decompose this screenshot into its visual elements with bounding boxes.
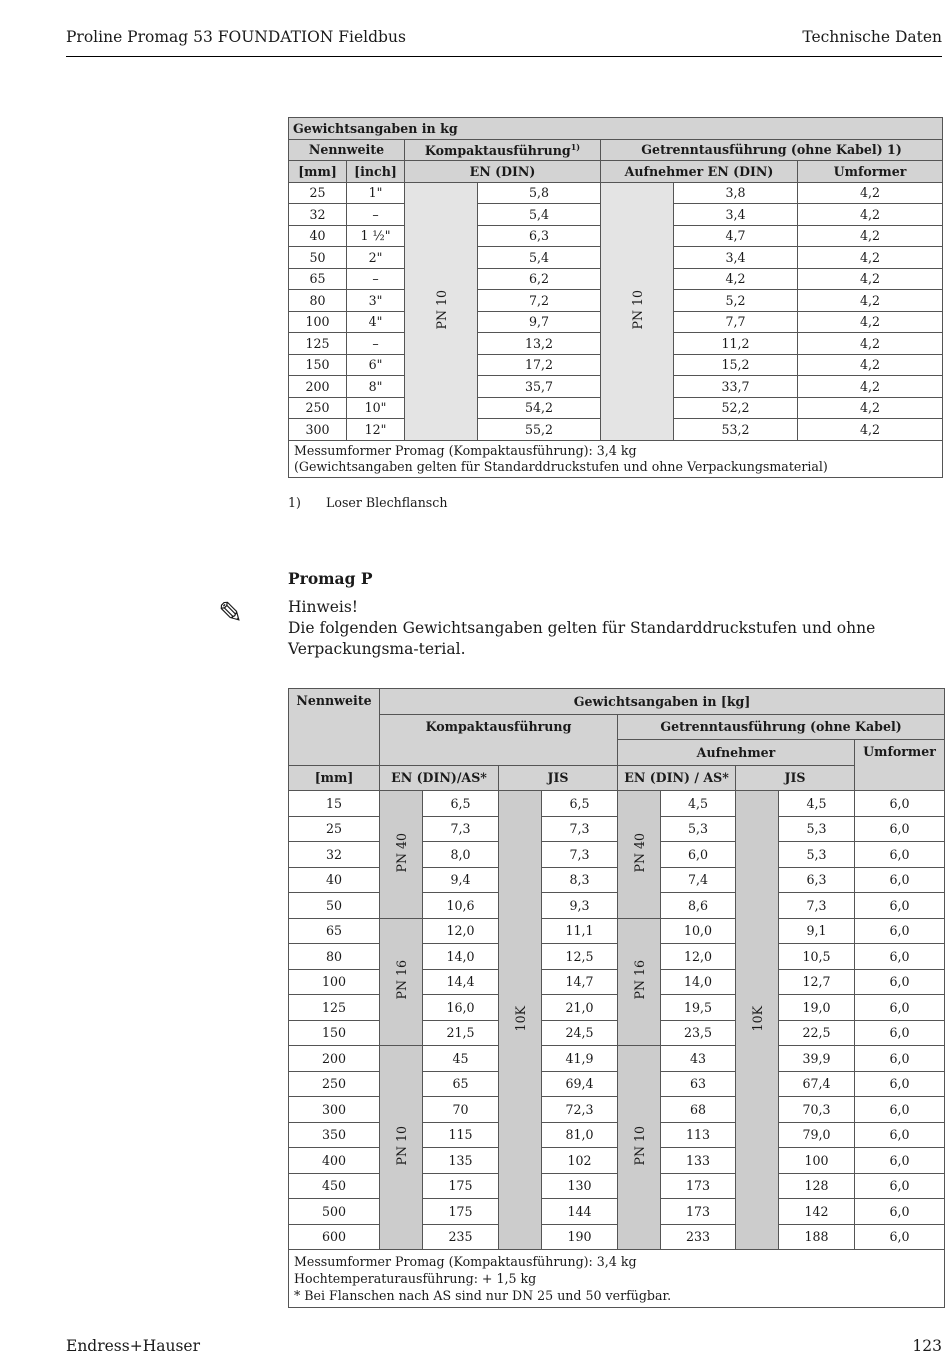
cell-umformer-weight: 6,0 [855,1173,945,1199]
cell-getrennt-en-weight: 173 [661,1173,736,1199]
cell-kompakt-en-weight: 175 [423,1173,499,1199]
cell-inch: 3" [347,290,405,312]
cell-getrennt-en-weight: 233 [661,1224,736,1250]
cell-mm: 350 [289,1122,380,1148]
table1-header-getrennt: Getrenntausführung (ohne Kabel) 1) [601,139,943,161]
table1-footer-line-1: Messumformer Promag (Kompaktausführung): 3,4 kg [294,442,637,458]
cell-kompakt-weight: 7,2 [478,290,601,312]
table2-header-kompakt: Kompaktausführung [380,714,618,765]
header-document-title: Proline Promag 53 FOUNDATION Fieldbus [66,28,406,46]
cell-mm: 50 [289,247,347,269]
cell-aufnehmer-weight: 15,2 [674,354,798,376]
cell-umformer-weight: 6,0 [855,1122,945,1148]
cell-getrennt-en-weight: 4,5 [661,791,736,817]
cell-kompakt-jis-weight: 11,1 [542,918,618,944]
cell-umformer-weight: 4,2 [798,311,943,333]
cell-getrennt-jis-weight: 19,0 [779,995,855,1021]
cell-umformer-weight: 6,0 [855,1199,945,1225]
cell-umformer-weight: 4,2 [798,225,943,247]
cell-kompakt-en-weight: 21,5 [423,1020,499,1046]
pressure-kompakt-10k [499,791,542,1250]
cell-inch: 10" [347,397,405,419]
table1-header-aufnehmer: Aufnehmer EN (DIN) [601,161,798,183]
pressure-kompakt-label: PN 10 [433,289,449,330]
cell-getrennt-jis-weight: 12,7 [779,969,855,995]
cell-mm: 200 [289,376,347,398]
table1-header-kompakt: Kompaktausführung$^{1)}$ [405,139,601,161]
cell-umformer-weight: 6,0 [855,893,945,919]
cell-getrennt-jis-weight: 6,3 [779,867,855,893]
table-row [289,182,943,204]
cell-aufnehmer-weight: 4,7 [674,225,798,247]
cell-umformer-weight: 4,2 [798,376,943,398]
cell-inch: 2" [347,247,405,269]
cell-umformer-weight: 4,2 [798,419,943,441]
cell-kompakt-jis-weight: 24,5 [542,1020,618,1046]
cell-getrennt-en-weight: 7,4 [661,867,736,893]
cell-mm: 15 [289,791,380,817]
cell-getrennt-jis-weight: 22,5 [779,1020,855,1046]
footnote-text: Loser Blechflansch [326,495,448,510]
cell-kompakt-en-weight: 6,5 [423,791,499,817]
table-row [289,1046,945,1072]
cell-umformer-weight: 6,0 [855,1071,945,1097]
cell-getrennt-jis-weight: 5,3 [779,816,855,842]
table-row [289,918,945,944]
pressure-getrennt [601,182,674,440]
note-body: Die folgenden Gewichtsangaben gelten für Standarddruckstufen und ohne Verpackungsma-terial. [288,619,876,658]
cell-getrennt-jis-weight: 67,4 [779,1071,855,1097]
cell-kompakt-weight: 5,8 [478,182,601,204]
cell-kompakt-en-weight: 12,0 [423,918,499,944]
pressure-getrennt-10k [736,791,779,1250]
pressure-kompakt-10k-label: 10K [512,1005,528,1032]
cell-kompakt-en-weight: 9,4 [423,867,499,893]
cell-inch: 1" [347,182,405,204]
cell-umformer-weight: 6,0 [855,1097,945,1123]
pressure-getrennt-pn40 [618,791,661,919]
note-heading: Hinweis! [288,598,359,616]
cell-kompakt-weight: 5,4 [478,204,601,226]
cell-getrennt-en-weight: 63 [661,1071,736,1097]
cell-getrennt-jis-weight: 4,5 [779,791,855,817]
weights-table-1 [288,117,943,478]
cell-umformer-weight: 6,0 [855,1148,945,1174]
pressure-kompakt-pn10-label: PN 10 [393,1126,409,1166]
cell-umformer-weight: 6,0 [855,791,945,817]
pressure-getrennt-pn10 [618,1046,661,1250]
pressure-getrennt-label: PN 10 [629,289,645,330]
table1-header-mm: [mm] [289,161,347,183]
cell-inch: – [347,333,405,355]
cell-umformer-weight: 6,0 [855,816,945,842]
cell-kompakt-en-weight: 16,0 [423,995,499,1021]
cell-getrennt-en-weight: 14,0 [661,969,736,995]
cell-aufnehmer-weight: 5,2 [674,290,798,312]
cell-kompakt-en-weight: 45 [423,1046,499,1072]
cell-aufnehmer-weight: 11,2 [674,333,798,355]
cell-kompakt-jis-weight: 14,7 [542,969,618,995]
cell-mm: 65 [289,268,347,290]
cell-getrennt-jis-weight: 142 [779,1199,855,1225]
cell-inch: 6" [347,354,405,376]
cell-mm: 80 [289,290,347,312]
cell-umformer-weight: 4,2 [798,290,943,312]
cell-kompakt-jis-weight: 69,4 [542,1071,618,1097]
table2-header-nennweite: Nennweite [289,689,380,766]
cell-mm: 150 [289,1020,380,1046]
cell-mm: 32 [289,204,347,226]
footer-company: Endress+Hauser [66,1337,200,1355]
cell-mm: 40 [289,225,347,247]
cell-kompakt-weight: 17,2 [478,354,601,376]
cell-getrennt-jis-weight: 39,9 [779,1046,855,1072]
cell-kompakt-en-weight: 135 [423,1148,499,1174]
cell-getrennt-en-weight: 173 [661,1199,736,1225]
cell-umformer-weight: 6,0 [855,918,945,944]
cell-inch: 4" [347,311,405,333]
cell-mm: 40 [289,867,380,893]
cell-kompakt-weight: 13,2 [478,333,601,355]
cell-umformer-weight: 4,2 [798,397,943,419]
cell-mm: 300 [289,1097,380,1123]
table2-header-aufnehmer: Aufnehmer [618,740,855,766]
table2-footer [289,1250,945,1308]
pressure-kompakt-pn10 [380,1046,423,1250]
table1-footer-row [289,440,943,477]
cell-getrennt-en-weight: 8,6 [661,893,736,919]
cell-mm: 65 [289,918,380,944]
header-section-title: Technische Daten [802,28,942,46]
cell-aufnehmer-weight: 3,4 [674,247,798,269]
cell-umformer-weight: 4,2 [798,204,943,226]
pressure-getrennt-pn40-label: PN 40 [631,832,647,873]
cell-getrennt-jis-weight: 100 [779,1148,855,1174]
cell-mm: 125 [289,333,347,355]
cell-getrennt-en-weight: 10,0 [661,918,736,944]
cell-mm: 500 [289,1199,380,1225]
table2-header-umformer: Umformer [855,740,945,791]
page-number: 123 [912,1337,942,1355]
cell-mm: 32 [289,842,380,868]
cell-umformer-weight: 6,0 [855,995,945,1021]
cell-kompakt-jis-weight: 12,5 [542,944,618,970]
page-header [66,28,942,57]
cell-kompakt-jis-weight: 144 [542,1199,618,1225]
cell-mm: 80 [289,944,380,970]
cell-kompakt-jis-weight: 7,3 [542,842,618,868]
pressure-getrennt-pn16 [618,918,661,1046]
cell-kompakt-jis-weight: 21,0 [542,995,618,1021]
cell-kompakt-jis-weight: 81,0 [542,1122,618,1148]
cell-umformer-weight: 4,2 [798,268,943,290]
cell-kompakt-jis-weight: 6,5 [542,791,618,817]
table2-header-getrennt-jis: JIS [736,765,855,791]
pressure-getrennt-pn16-label: PN 16 [631,960,647,1001]
cell-mm: 150 [289,354,347,376]
table1-footer [289,440,943,477]
cell-kompakt-jis-weight: 7,3 [542,816,618,842]
cell-inch: 1 ½" [347,225,405,247]
cell-mm: 125 [289,995,380,1021]
cell-aufnehmer-weight: 4,2 [674,268,798,290]
cell-getrennt-jis-weight: 7,3 [779,893,855,919]
cell-getrennt-en-weight: 113 [661,1122,736,1148]
cell-kompakt-jis-weight: 130 [542,1173,618,1199]
cell-kompakt-en-weight: 8,0 [423,842,499,868]
section-title: Promag P [288,569,373,588]
cell-kompakt-weight: 54,2 [478,397,601,419]
cell-kompakt-weight: 6,2 [478,268,601,290]
cell-getrennt-jis-weight: 5,3 [779,842,855,868]
cell-kompakt-en-weight: 235 [423,1224,499,1250]
cell-mm: 25 [289,816,380,842]
table2-footer-line-3: * Bei Flanschen nach AS sind nur DN 25 und 50 verfügbar. [294,1288,672,1303]
cell-kompakt-jis-weight: 190 [542,1224,618,1250]
cell-mm: 400 [289,1148,380,1174]
cell-kompakt-jis-weight: 41,9 [542,1046,618,1072]
cell-kompakt-en-weight: 14,4 [423,969,499,995]
cell-umformer-weight: 6,0 [855,842,945,868]
cell-aufnehmer-weight: 3,4 [674,204,798,226]
table2-footer-line-1: Messumformer Promag (Kompaktausführung): 3,4 kg [294,1254,637,1269]
table2-footer-row [289,1250,945,1308]
cell-mm: 450 [289,1173,380,1199]
cell-kompakt-weight: 9,7 [478,311,601,333]
cell-kompakt-jis-weight: 102 [542,1148,618,1174]
cell-kompakt-en-weight: 10,6 [423,893,499,919]
cell-getrennt-jis-weight: 70,3 [779,1097,855,1123]
cell-mm: 300 [289,419,347,441]
cell-kompakt-en-weight: 65 [423,1071,499,1097]
cell-mm: 250 [289,397,347,419]
footnote-number: 1) [288,495,301,510]
cell-aufnehmer-weight: 33,7 [674,376,798,398]
table2-header-mm: [mm] [289,765,380,791]
table2-header-gewicht: Gewichtsangaben in [kg] [380,689,945,715]
cell-kompakt-weight: 55,2 [478,419,601,441]
cell-kompakt-jis-weight: 9,3 [542,893,618,919]
cell-getrennt-en-weight: 68 [661,1097,736,1123]
cell-getrennt-en-weight: 6,0 [661,842,736,868]
table1-header-en-din: EN (DIN) [405,161,601,183]
cell-kompakt-jis-weight: 8,3 [542,867,618,893]
pressure-getrennt-pn10-label: PN 10 [631,1126,647,1166]
table1-title: Gewichtsangaben in kg [289,118,943,140]
cell-kompakt-en-weight: 14,0 [423,944,499,970]
pressure-kompakt-pn40-label: PN 40 [393,832,409,873]
cell-getrennt-jis-weight: 79,0 [779,1122,855,1148]
cell-umformer-weight: 6,0 [855,944,945,970]
cell-aufnehmer-weight: 53,2 [674,419,798,441]
cell-umformer-weight: 4,2 [798,247,943,269]
table2-footer-line-2: Hochtemperaturausführung: + 1,5 kg [294,1271,537,1286]
cell-kompakt-en-weight: 7,3 [423,816,499,842]
cell-getrennt-en-weight: 43 [661,1046,736,1072]
cell-inch: – [347,268,405,290]
cell-mm: 100 [289,311,347,333]
cell-getrennt-jis-weight: 9,1 [779,918,855,944]
pressure-kompakt-pn16-label: PN 16 [393,960,409,1001]
cell-aufnehmer-weight: 3,8 [674,182,798,204]
weights-table-promag-p [288,688,945,1308]
cell-umformer-weight: 4,2 [798,354,943,376]
table1-footer-line-2: (Gewichtsangaben gelten für Standarddruckstufen und ohne Verpackungsmaterial) [294,458,828,474]
cell-umformer-weight: 6,0 [855,969,945,995]
cell-mm: 50 [289,893,380,919]
pressure-kompakt [405,182,478,440]
cell-kompakt-jis-weight: 72,3 [542,1097,618,1123]
cell-getrennt-en-weight: 5,3 [661,816,736,842]
cell-getrennt-jis-weight: 188 [779,1224,855,1250]
cell-kompakt-en-weight: 70 [423,1097,499,1123]
cell-getrennt-en-weight: 133 [661,1148,736,1174]
cell-mm: 100 [289,969,380,995]
cell-getrennt-en-weight: 23,5 [661,1020,736,1046]
table1-header-umformer: Umformer [798,161,943,183]
pressure-kompakt-pn16 [380,918,423,1046]
cell-umformer-weight: 6,0 [855,1046,945,1072]
table1-header-nennweite: Nennweite [289,139,405,161]
table1-header-inch: [inch] [347,161,405,183]
cell-umformer-weight: 6,0 [855,1020,945,1046]
cell-mm: 25 [289,182,347,204]
cell-inch: – [347,204,405,226]
table2-header-getrennt-en-as: EN (DIN) / AS* [618,765,736,791]
cell-umformer-weight: 4,2 [798,182,943,204]
cell-mm: 200 [289,1046,380,1072]
cell-kompakt-en-weight: 115 [423,1122,499,1148]
cell-getrennt-en-weight: 19,5 [661,995,736,1021]
cell-mm: 600 [289,1224,380,1250]
table2-header-kompakt-en-as: EN (DIN)/AS* [380,765,499,791]
pencil-icon: ✎ [218,596,244,631]
cell-umformer-weight: 6,0 [855,867,945,893]
table-row [289,791,945,817]
cell-kompakt-weight: 6,3 [478,225,601,247]
cell-inch: 8" [347,376,405,398]
cell-getrennt-jis-weight: 10,5 [779,944,855,970]
cell-kompakt-weight: 35,7 [478,376,601,398]
cell-getrennt-en-weight: 12,0 [661,944,736,970]
cell-mm: 250 [289,1071,380,1097]
cell-kompakt-weight: 5,4 [478,247,601,269]
cell-kompakt-en-weight: 175 [423,1199,499,1225]
pressure-getrennt-10k-label: 10K [749,1005,765,1032]
cell-umformer-weight: 4,2 [798,333,943,355]
table2-header-kompakt-jis: JIS [499,765,618,791]
cell-inch: 12" [347,419,405,441]
cell-aufnehmer-weight: 52,2 [674,397,798,419]
table2-header-getrennt: Getrenntausführung (ohne Kabel) [618,714,945,740]
cell-aufnehmer-weight: 7,7 [674,311,798,333]
pressure-kompakt-pn40 [380,791,423,919]
cell-getrennt-jis-weight: 128 [779,1173,855,1199]
cell-umformer-weight: 6,0 [855,1224,945,1250]
